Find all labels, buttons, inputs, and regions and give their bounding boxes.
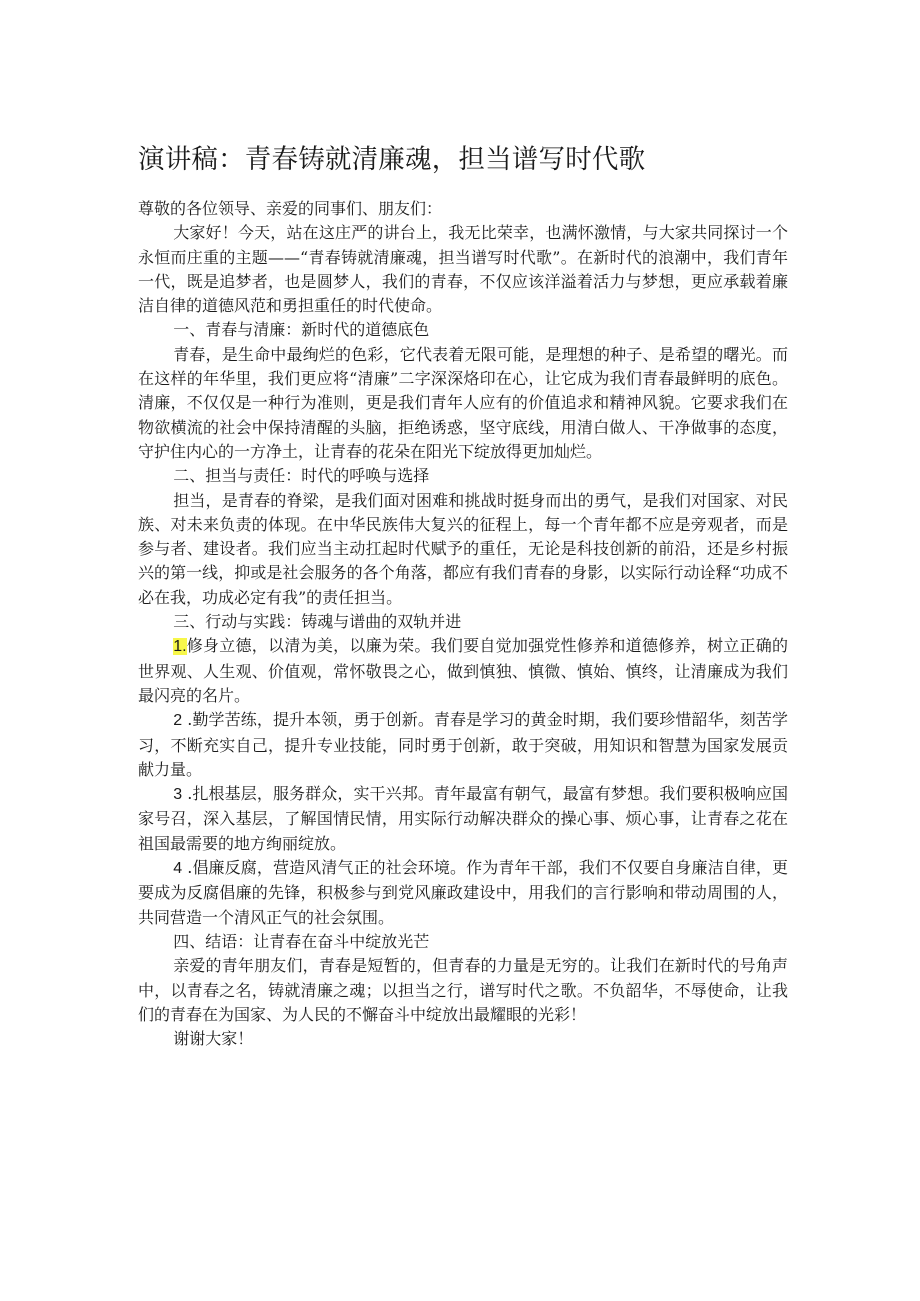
document-page xyxy=(138,140,788,1051)
list-item-2 xyxy=(138,708,788,782)
section-2-body: 担当，是青春的脊梁，是我们面对困难和挑战时挺身而出的勇气，是我们对国家、对民族、对未来负责的体现。在中华民族伟大复兴的征程上，每一个青年都不应是旁观者，而是参与者、建设者。我们应当主动扛起时代赋予的重任，无论是科技创新的前沿，还是乡村振兴的第一线，抑或是社会服务的各个角落，都应有我们青春的身影，以实际行动诠释“功成不必在我，功成必定有我”的责任担当。 xyxy=(138,490,788,607)
closing-line: 谢谢大家！ xyxy=(173,1029,254,1049)
list-item-1 xyxy=(138,634,788,708)
list-item-2-number: 2 xyxy=(173,712,183,730)
section-1-heading: 一、青春与清廉：新时代的道德底色 xyxy=(173,320,430,340)
list-item-4-text: .倡廉反腐，营造风清气正的社会环境。作为青年干部，我们不仅要自身廉洁自律，更要成为反腐倡廉的先锋，积极参与到党风廉政建设中，用我们的言行影响和带动周围的人，共同营造一个清风正气的社会氛围。 xyxy=(138,858,788,927)
section-4-heading: 四、结语：让青春在奋斗中绽放光芒 xyxy=(173,931,430,951)
section-1-body: 青春，是生命中最绚烂的色彩，它代表着无限可能，是理想的种子、是希望的曙光。而在这样的年华里，我们更应将“清廉”二字深深烙印在心，让它成为我们青春最鲜明的底色。清廉，不仅仅是一种行为准则，更是我们青年人应有的价值追求和精神风貌。它要求我们在物欲横流的社会中保持清醒的头脑，拒绝诱惑，坚守底线，用清白做人、干净做事的态度，守护住内心的一方净土，让青春的花朵在阳光下绽放得更加灿烂。 xyxy=(138,344,788,461)
list-item-4 xyxy=(138,856,788,930)
list-item-2-text: .勤学苦练，提升本领，勇于创新。青春是学习的黄金时期，我们要珍惜韶华，刻苦学习，不断充实自己，提升专业技能，同时勇于创新，敢于突破，用知识和智慧为国家发展贡献力量。 xyxy=(138,710,788,779)
list-item-1-text: 修身立德，以清为美，以廉为荣。我们要自觉加强党性修养和道德修养，树立正确的世界观、人生观、价值观，常怀敬畏之心，做到慎独、慎微、慎始、慎终，让清廉成为我们最闪亮的名片。 xyxy=(138,636,788,705)
intro-paragraph: 大家好！今天，站在这庄严的讲台上，我无比荣幸，也满怀激情，与大家共同探讨一个永恒而庄重的主题——“青春铸就清廉魂，担当谱写时代歌”。在新时代的浪潮中，我们青年一代，既是追梦者，也是圆梦人，我们的青春，不仅应该洋溢着活力与梦想，更应承载着廉洁自律的道德风范和勇担重任的时代使命。 xyxy=(138,223,788,316)
salutation: 尊敬的各位领导、亲爱的同事们、朋友们： xyxy=(138,199,443,218)
list-item-3 xyxy=(138,782,788,856)
list-item-4-number: 4 xyxy=(173,860,183,878)
section-3-heading: 三、行动与实践：铸魂与谱曲的双轨并进 xyxy=(173,612,462,632)
document-title: 演讲稿：青春铸就清廉魂，担当谱写时代歌 xyxy=(138,144,646,175)
section-2-heading: 二、担当与责任：时代的呼唤与选择 xyxy=(173,466,430,486)
list-item-1-number: 1. xyxy=(173,638,187,656)
section-4-body: 亲爱的青年朋友们，青春是短暂的，但青春的力量是无穷的。让我们在新时代的号角声中，以青春之名，铸就清廉之魂；以担当之行，谱写时代之歌。不负韶华，不辱使命，让我们的青春在为国家、为人民的不懈奋斗中绽放出最耀眼的光彩！ xyxy=(138,956,788,1024)
list-item-3-number: 3 xyxy=(173,786,183,804)
list-item-3-text: .扎根基层，服务群众，实干兴邦。青年最富有朝气，最富有梦想。我们要积极响应国家号召，深入基层，了解国情民情，用实际行动解决群众的操心事、烦心事，让青春之花在祖国最需要的地方绚丽绽放。 xyxy=(138,784,788,853)
